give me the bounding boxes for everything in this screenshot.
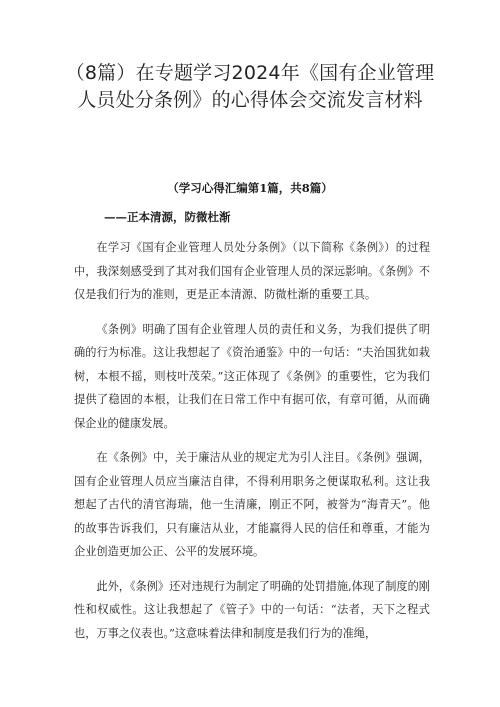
paragraph-1: 在学习《国有企业管理人员处分条例》（以下简称《条例》）的过程中，我深刻感受到了其对我们国有企业管理人员的深远影响。《条例》不仅是我们行为的准则，更是正本清源、防微杜渐的重要工具。	[74, 241, 430, 301]
paragraph-3: 在《条例》中，关于廉洁从业的规定尤为引人注目。《条例》强调，国有企业管理人员应当廉洁自律，不得利用职务之便谋取私利。这让我想起了古代的清官海瑞，他一生清廉，刚正不阿，被誉为“海青天”。他的故事告诉我们，只有廉洁从业，才能赢得人民的信任和尊重，才能为企业创造更加公正、公平的发展环境。	[74, 451, 430, 558]
paragraph-2: 《条例》明确了国有企业管理人员的责任和义务，为我们提供了明确的行为标准。这让我想起了《资治通鉴》中的一句话：“夫治国犹如栽树，本根不摇，则枝叶茂荣。”这正体现了《条例》的重要性，它为我们提供了稳固的本根，让我们在日常工作中有据可依，有章可循，从而确保企业的健康发展。	[74, 322, 430, 430]
section-motto: ——正本清源，防微杜渐	[104, 210, 231, 224]
document-body	[74, 236, 430, 656]
document-title: （8篇）在专题学习2024年《国有企业管理人员处分条例》的心得体会交流发言材料	[65, 62, 435, 111]
paragraph-4: 此外，《条例》还对违规行为制定了明确的处罚措施,体现了制度的刚性和权威性。这让我想起了《管子》中的一句话：“法者，天下之程式也，万事之仪表也。”这意味着法律和制度是我们行为的准绳，	[74, 579, 430, 640]
document-subtitle: （学习心得汇编第1篇，共8篇）	[167, 181, 333, 195]
